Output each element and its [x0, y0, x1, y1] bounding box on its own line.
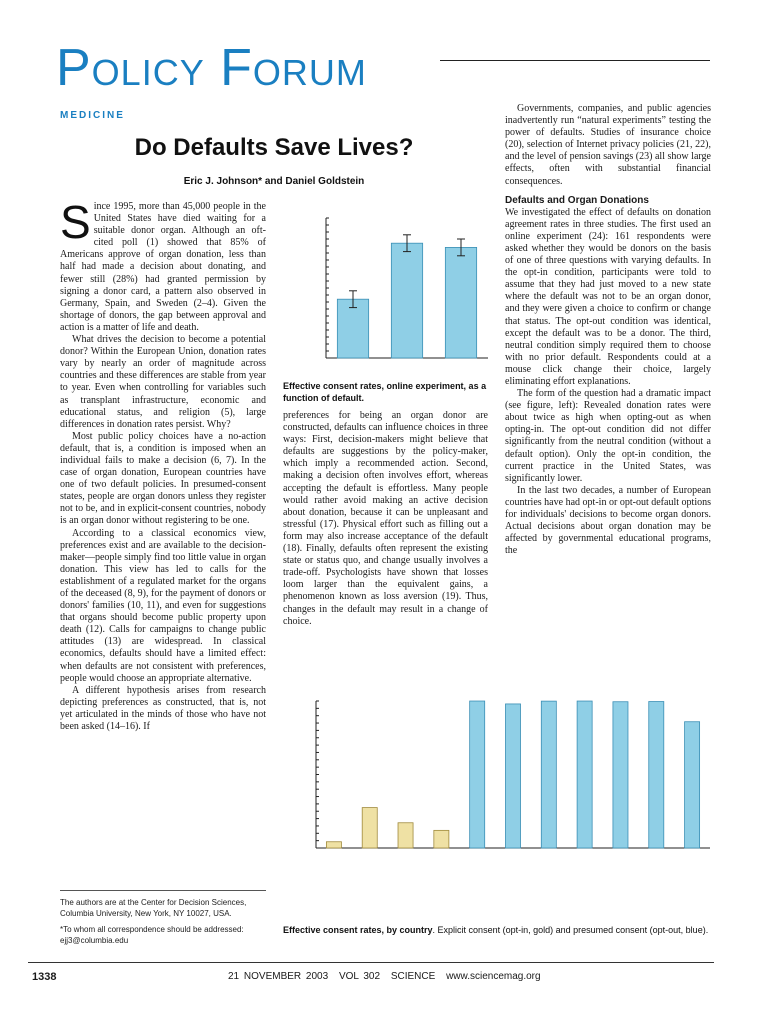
footnotes: [60, 898, 270, 952]
column-2: [283, 410, 488, 680]
bar-explicit-consent: [362, 808, 377, 848]
bar-explicit-consent: [326, 842, 341, 848]
figure-caption-by-country: [283, 924, 711, 936]
masthead-title: Policy Forum: [56, 39, 367, 97]
footer-date: 21 NOVEMBER 2003: [228, 971, 329, 982]
footer-rule: [28, 962, 714, 963]
figure-by-country: [312, 697, 712, 857]
caption-lead: Effective consent rates, by country: [283, 925, 433, 935]
caption-text: . Explicit consent (opt-in, gold) and presumed consent (opt-out, blue).: [432, 925, 709, 935]
paragraph: In the last two decades, a number of European countries have had opt-in or opt-out default options for individuals' decisions to become organ donors. Actual decisions about organ donation may be affected by governmental educational programs, the: [505, 484, 711, 557]
bar-presumed-consent: [649, 702, 664, 848]
footer-journal: SCIENCE: [390, 971, 436, 982]
bar: [391, 243, 422, 358]
footer-info: [228, 971, 541, 982]
bar-presumed-consent: [470, 701, 485, 848]
footnote-rule: [60, 890, 266, 891]
paragraph: We investigated the effect of defaults on donation agreement rates in three studies. The first used an online experiment (24): 161 respondents were asked whether they would be donors on the basis of one of three questions with varying defaults. In the opt-in condition, participants were told to assume that they had just moved to a new state where the default was not to be an organ donor, and they were given a choice to confirm or change that status. The opt-out condition was identical, except the default was to be a donor. The third, neutral condition simply required them to choose with no prior default. Respondents could at a mouse click change their choice, largely eliminating effort explanations.: [505, 206, 711, 387]
bar-presumed-consent: [505, 704, 520, 848]
section-tag: MEDICINE: [60, 110, 125, 121]
bar-presumed-consent: [685, 722, 700, 848]
page-number: 1338: [32, 971, 57, 983]
figure-caption-online-experiment: Effective consent rates, online experiment, as a function of default.: [283, 381, 487, 403]
paragraph: What drives the decision to become a potential donor? Within the European Union, donation rates vary by nearly an order of magnitude across countries and these differences are stable from year to year. Even when controlling for variables such as transplant infrastructure, economic and educational status, and religion (5), large differences in donation rates persist. Why?: [60, 334, 266, 430]
column-3: [505, 103, 711, 683]
paragraph: The form of the question had a dramatic impact (see figure, left): Revealed donation rates were about twice as high when opting-out as when opting-in. The opt-out condition did not differ significantly from the neutral condition (without a default option). Only the opt-in condition, the current practice in the United States, was significantly lower.: [505, 388, 711, 484]
bar-presumed-consent: [613, 702, 628, 848]
bar: [445, 247, 476, 358]
drop-cap: S: [60, 196, 91, 248]
bar-presumed-consent: [577, 701, 592, 848]
paragraph: A different hypothesis arises from research depicting preferences as constructed, that is, not yet articulated in the minds of those who have not been asked (14–16). If: [60, 684, 266, 733]
paragraph: According to a classical economics view, preferences exist and are available to the decision-maker—people simply find too little value in organ donation. This view has led to calls for the establishment of a regulated market for the organs of the deceased (8, 9), for the payment of donors or donors' families (10, 11), and even for suggestions that organs should become public property upon death (12). Calls for campaigns to change public attitudes (13) are widespread. In classical economics, defaults should have a limited effect: when defaults are not consistent with preferences, people would choose an appropriate alternative.: [60, 527, 266, 684]
paragraph: ince 1995, more than 45,000 people in the United States have died waiting for a suitable donor organ. Although an oft-cited poll (1) showed that 85% of Americans approve of organ donation, less than half had made a decision about donating, and fewer still (28%) had granted permission by signing a donor card, a pattern also observed in Germany, Spain, and Sweden (2–4). Given the shortage of donors, the gap between approval and action is a matter of life and death.: [60, 201, 266, 333]
paragraph: Most public policy choices have a no-action default, that is, a condition is imposed when an individual fails to make a decision (6, 7). In the case of organ donation, European countries have one of two default policies. In presumed-consent states, people are organ donors unless they register not to be, and in explicit-consent countries, nobody is an organ donor without registering to be one.: [60, 430, 266, 527]
masthead-rule: [440, 60, 710, 61]
footnote-correspondence: *To whom all correspondence should be addressed: ejj3@columbia.edu: [60, 925, 244, 945]
article-authors: Eric J. Johnson* and Daniel Goldstein: [183, 176, 365, 187]
column-1: [60, 196, 266, 885]
bar-presumed-consent: [541, 701, 556, 848]
section-heading: Defaults and Organ Donations: [505, 194, 649, 206]
figure-online-experiment: [318, 212, 490, 364]
paragraph: preferences for being an organ donor are constructed, defaults can influence choices in three ways: First, decision-makers might believe that defaults are suggestions by the policy-maker, which imply a recommended action. Second, making a decision often involves effort, whereas accepting the default is effortless. Many people would rather avoid making an active decision about donation, because it can be unpleasant and stressful (17). Physical effort such as filling out a form may also increase acceptance of the default (18). Finally, defaults often represent the existing state or status quo, and change usually involves a trade-off. Psychologists have shown that losses loom larger than the equivalent gains, a phenomenon known as loss aversion (19). Thus, changes in the default may result in a change of choice.: [283, 410, 488, 627]
bar-explicit-consent: [434, 830, 449, 848]
footer-website: www.sciencemag.org: [446, 971, 541, 982]
footer-volume: VOL 302: [338, 971, 381, 982]
paragraph: Governments, companies, and public agencies inadvertently run “natural experiments” testing the power of defaults. Studies of insurance choice (20), selection of Internet privacy policies (21, 22), and the level of pension savings (23) all show large effects, often with substantial financial consequences.: [505, 103, 711, 187]
bar-explicit-consent: [398, 823, 413, 848]
footnote-affiliation: The authors are at the Center for Decision Sciences, Columbia University, New York, NY 10027, USA.: [60, 898, 247, 918]
article-title: Do Defaults Save Lives?: [134, 134, 414, 161]
